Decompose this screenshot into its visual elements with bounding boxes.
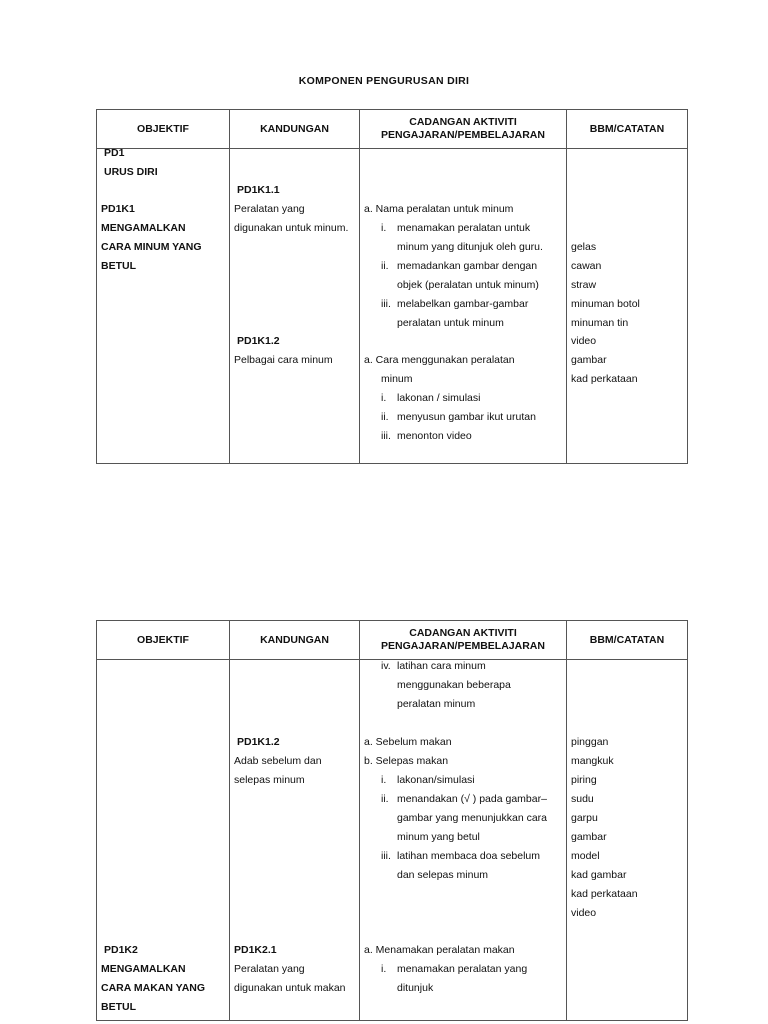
cadangan-numeral: i.	[381, 963, 387, 975]
cadangan-numeral: iii.	[381, 430, 391, 442]
table-row	[97, 660, 688, 1021]
kandungan-text: Peralatan yang	[234, 963, 305, 975]
cadangan-text: gambar yang menunjukkan cara	[397, 812, 548, 824]
cadangan-text: memadankan gambar dengan	[397, 260, 538, 272]
bbm-item: piring	[571, 774, 597, 786]
cadangan-text: minum yang ditunjuk oleh guru.	[397, 241, 543, 253]
bbm-item: gambar	[571, 831, 607, 843]
header-cadangan-line-2: PENGAJARAN/PEMBELAJARAN	[381, 129, 545, 141]
header-cadangan-line-1: CADANGAN AKTIVITI	[409, 627, 517, 639]
cadangan-numeral: i.	[381, 774, 387, 786]
cadangan-item: a. Sebelum makan	[364, 736, 452, 748]
kandungan-text: Adab sebelum dan	[234, 755, 322, 767]
objektif-text: MENGAMALKAN	[101, 222, 186, 234]
cadangan-text: ditunjuk	[397, 982, 434, 994]
cadangan-numeral: i.	[381, 392, 387, 404]
bbm-item: minuman tin	[571, 317, 629, 329]
bbm-item: garpu	[571, 812, 598, 824]
objektif-subcode: PD1K1	[101, 203, 135, 215]
table-2-header	[97, 621, 688, 660]
bbm-item: straw	[571, 279, 597, 291]
kandungan-code: PD1K1.2	[237, 736, 280, 748]
bbm-item: video	[571, 907, 597, 919]
objektif-code: PD1	[104, 147, 125, 159]
cadangan-text: menyusun gambar ikut urutan	[397, 411, 536, 423]
bbm-item: kad perkataan	[571, 373, 638, 385]
table-2	[96, 620, 688, 1021]
objektif-code: PD1K2	[104, 944, 138, 956]
header-bbm: BBM/CATATAN	[567, 110, 688, 149]
cadangan-numeral: i.	[381, 222, 387, 234]
cadangan-numeral: ii.	[381, 793, 389, 805]
kandungan-text: digunakan untuk minum.	[234, 222, 349, 234]
cadangan-text: lakonan/simulasi	[397, 774, 475, 786]
cadangan-text: objek (peralatan untuk minum)	[397, 279, 539, 291]
cadangan-text: peralatan minum	[397, 698, 476, 710]
cadangan-text: latihan membaca doa sebelum	[397, 850, 541, 862]
cadangan-text: dan selepas minum	[397, 869, 489, 881]
cadangan-numeral: ii.	[381, 411, 389, 423]
cadangan-numeral: iv.	[381, 660, 391, 672]
kandungan-code: PD1K1.1	[237, 184, 280, 196]
header-cadangan	[360, 110, 567, 149]
bbm-item: gelas	[571, 241, 597, 253]
bbm-item: kad perkataan	[571, 888, 638, 900]
cadangan-numeral: iii.	[381, 298, 391, 310]
cadangan-text: lakonan / simulasi	[397, 392, 481, 404]
header-objektif: OBJEKTIF	[97, 621, 230, 660]
kandungan-text: Peralatan yang	[234, 203, 305, 215]
header-bbm: BBM/CATATAN	[567, 621, 688, 660]
header-cadangan-line-1: CADANGAN AKTIVITI	[409, 116, 517, 128]
cadangan-text: menonton video	[397, 430, 472, 442]
page-title: KOMPONEN PENGURUSAN DIRI	[298, 75, 470, 87]
kandungan-text: selepas minum	[234, 774, 305, 786]
objektif-text: CARA MAKAN YANG	[101, 982, 206, 994]
bbm-item: kad gambar	[571, 869, 627, 881]
cadangan-text: melabelkan gambar-gambar	[397, 298, 529, 310]
bbm-item: minuman botol	[571, 298, 640, 310]
objektif-text: BETUL	[101, 1001, 136, 1013]
objektif-title: URUS DIRI	[104, 166, 158, 178]
cadangan-item: a. Menamakan peralatan makan	[364, 944, 515, 956]
bbm-item: gambar	[571, 354, 607, 366]
header-kandungan: KANDUNGAN	[230, 110, 360, 149]
kandungan-text: Pelbagai cara minum	[234, 354, 333, 366]
cadangan-text: menggunakan beberapa	[397, 679, 511, 691]
table-row	[97, 149, 688, 464]
bbm-item: sudu	[571, 793, 594, 805]
header-objektif: OBJEKTIF	[97, 110, 230, 149]
cadangan-text: peralatan untuk minum	[397, 317, 504, 329]
table-1	[96, 109, 688, 464]
header-cadangan	[360, 621, 567, 660]
bbm-item: model	[571, 850, 600, 862]
cadangan-text: menamakan peralatan untuk	[397, 222, 531, 234]
cadangan-text: menamakan peralatan yang	[397, 963, 528, 975]
table-1-header	[97, 110, 688, 149]
cadangan-item: a. Cara menggunakan peralatan	[364, 354, 515, 366]
cadangan-item: b. Selepas makan	[364, 755, 449, 767]
cadangan-numeral: iii.	[381, 850, 391, 862]
kandungan-code: PD1K1.2	[237, 335, 280, 347]
cadangan-text: menandakan (√ ) pada gambar–	[397, 793, 547, 805]
bbm-item: pinggan	[571, 736, 609, 748]
header-cadangan-line-2: PENGAJARAN/PEMBELAJARAN	[381, 640, 545, 652]
cadangan-item: a. Nama peralatan untuk minum	[364, 203, 514, 215]
cadangan-text: latihan cara minum	[397, 660, 486, 672]
header-kandungan: KANDUNGAN	[230, 621, 360, 660]
bbm-item: mangkuk	[571, 755, 614, 767]
objektif-text: BETUL	[101, 260, 136, 272]
objektif-text: MENGAMALKAN	[101, 963, 186, 975]
cadangan-text: minum yang betul	[397, 831, 480, 843]
kandungan-text: digunakan untuk makan	[234, 982, 346, 994]
cadangan-text: minum	[381, 373, 413, 385]
kandungan-code: PD1K2.1	[234, 944, 277, 956]
bbm-item: cawan	[571, 260, 602, 272]
bbm-item: video	[571, 335, 597, 347]
objektif-text: CARA MINUM YANG	[101, 241, 202, 253]
cadangan-numeral: ii.	[381, 260, 389, 272]
